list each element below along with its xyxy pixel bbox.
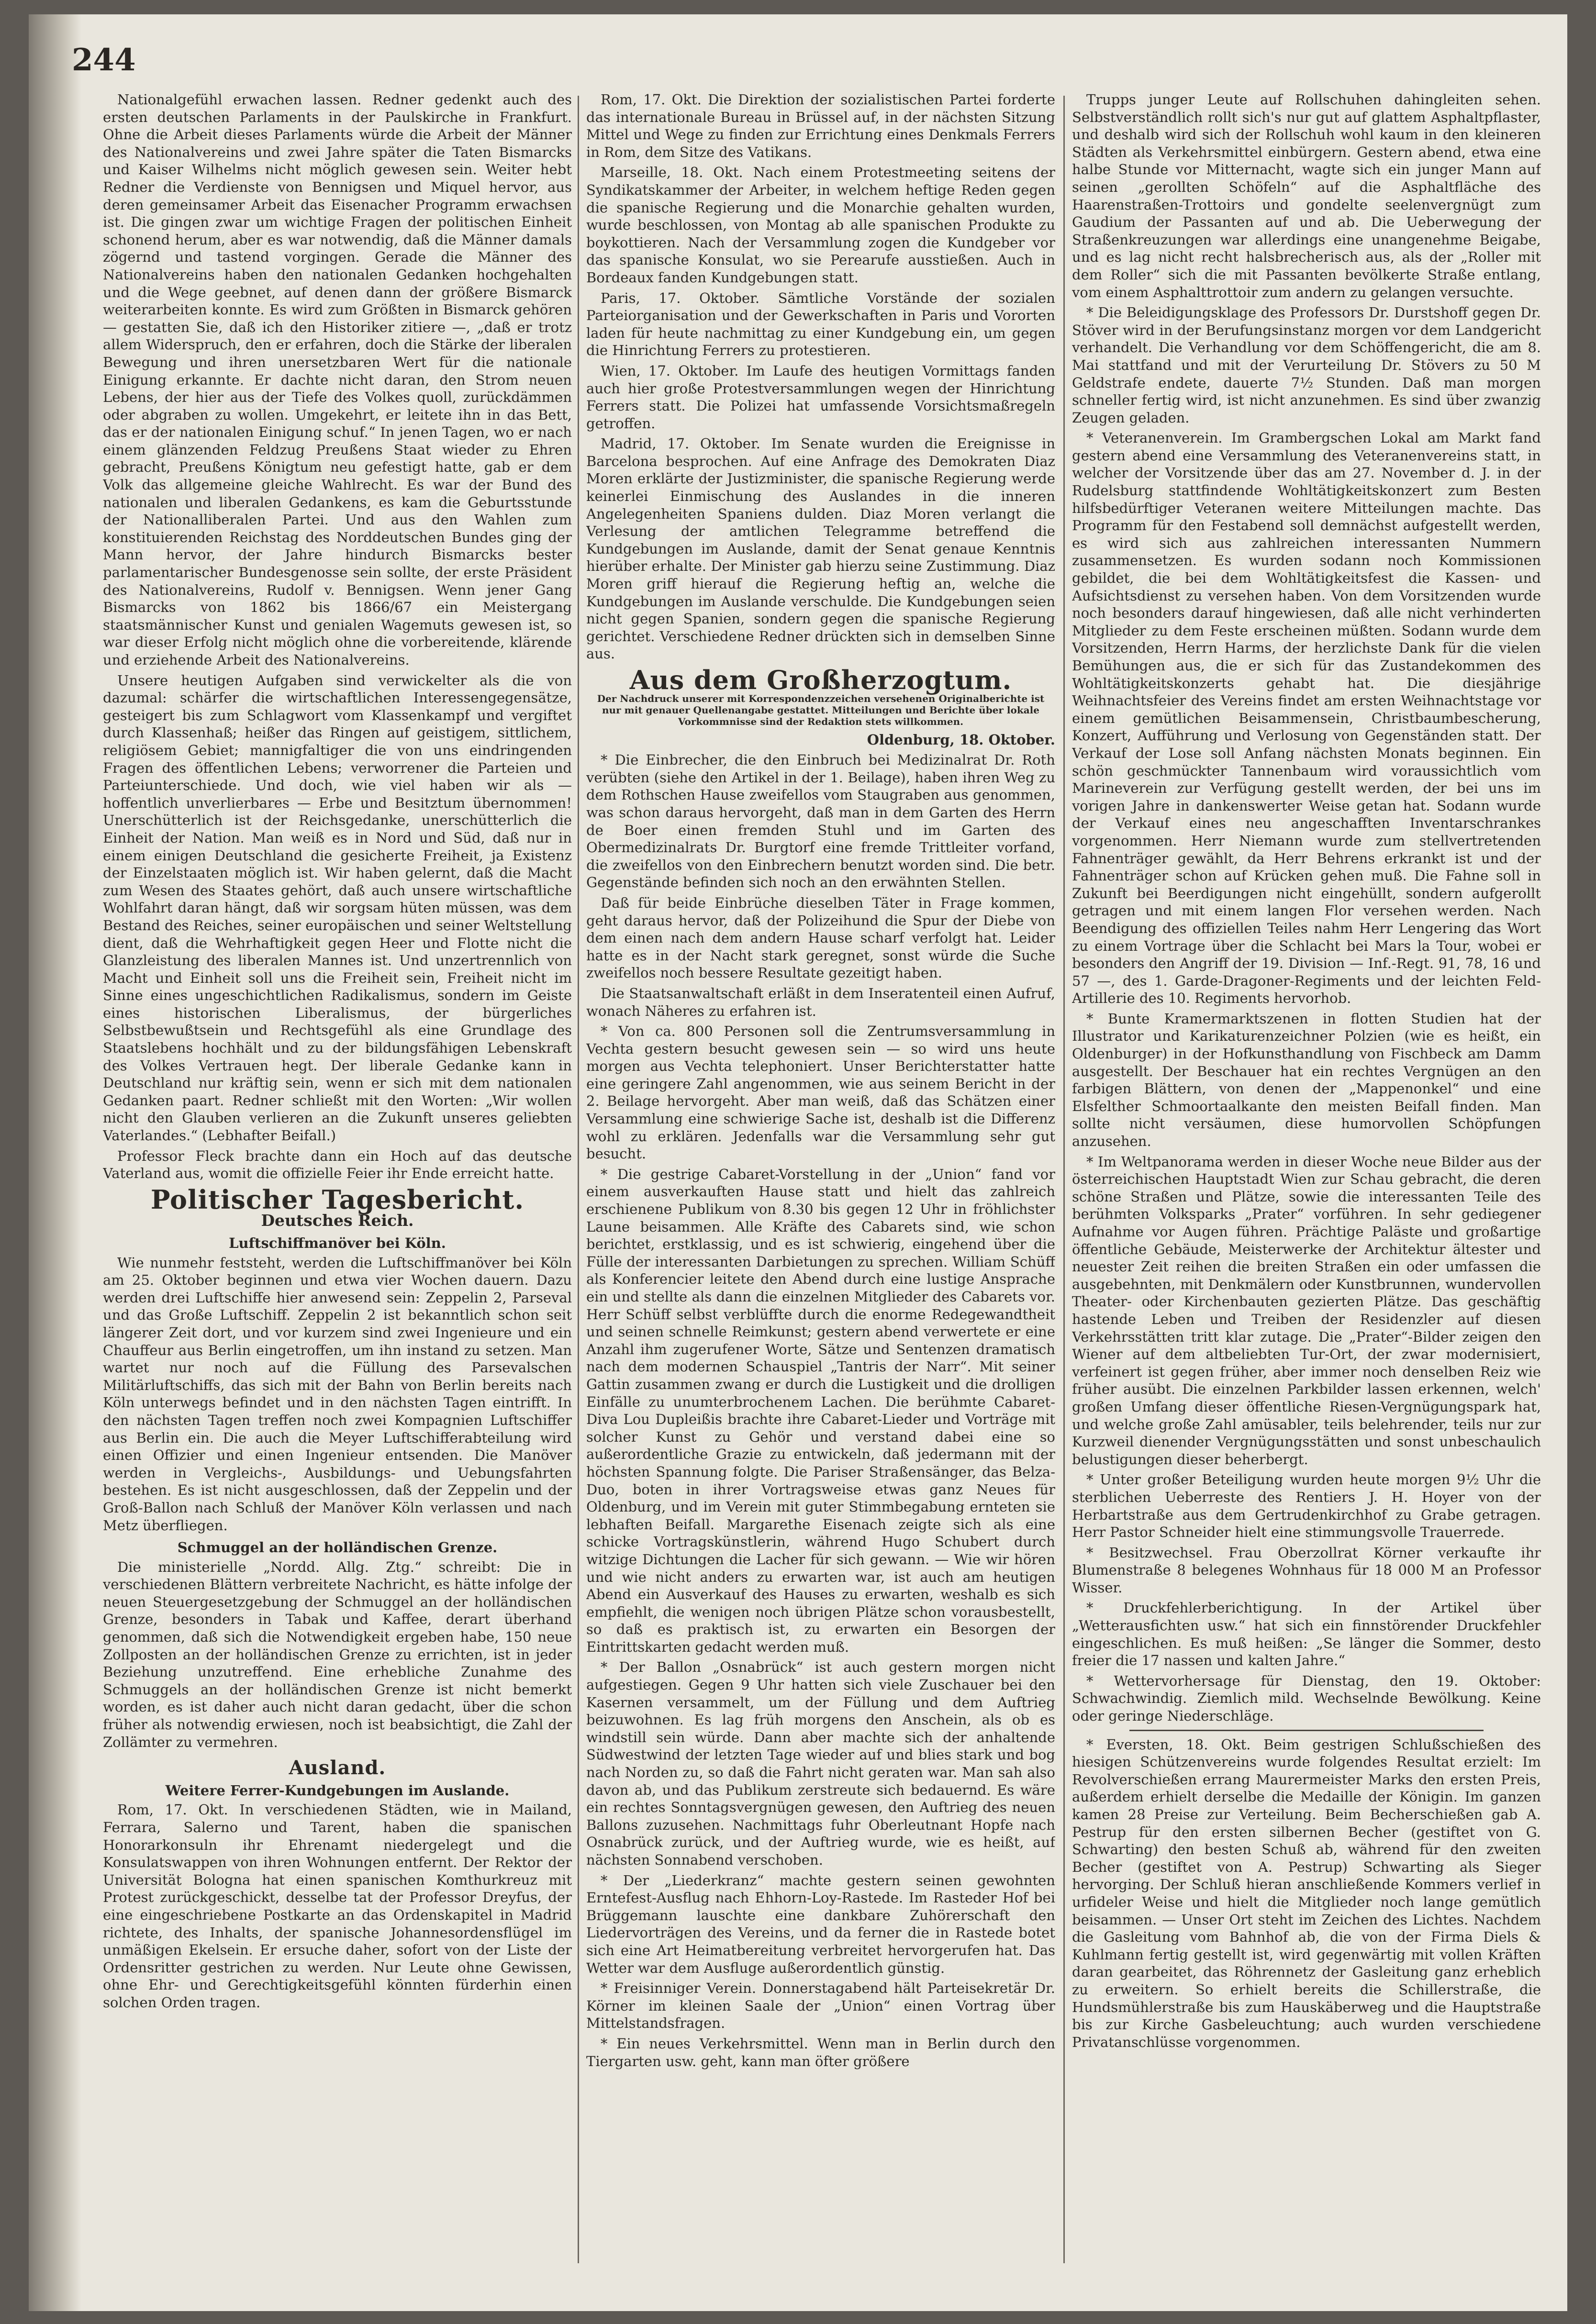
column-2 (586, 91, 1055, 2268)
article-paragraph: * Eversten, 18. Okt. Beim gestrigen Schlußschießen des hiesigen Schützenvereins wurde folgendes Resultat erzielt: Im Revolverschießen errang Maurermeister Marks den ersten Preis, außerdem erhielt derselbe die Medaille der Königin. Im ganzen kamen 28 Preise zur Verteilung. Beim Becherschießen gab A. Pestrup für den ersten silbernen Becher (gestiftet von G. Schwarting) den besten Schuß ab, während für den zweiten Becher (gestiftet von A. Pestrup) Schwarting als Sieger hervorging. Der Schluß hieran anschließende Kommers verlief in urfideler Weise und hielt die Mitglieder noch lange gemütlich beisammen. — Unser Ort steht im Zeichen des Lichtes. Nachdem die Gasleitung vom Bahnhof ab, die von der Firma Diels & Kuhlmann fertig gestellt ist, wird gegenwärtig mit vollen Kräften daran gearbeitet, das Röhrennetz der Gasleitung ganz erheblich zu erweitern. So erhielt bereits die Schillerstraße, die Hundsmühlerstraße bis zum Hauskäberweg und die Hauptstraße bis zur Kirche Gasbeleuchtung; auch wurden verschiedene Privatanschlüsse vorgenommen. (1072, 1736, 1541, 2050)
article-paragraph: * Die Beleidigungsklage des Professors Dr. Durstshoff gegen Dr. Stöver wird in der Berufungsinstanz morgen vor dem Landgericht verhandelt. Die Verhandlung vor dem Schöffengericht, die am 8. Mai stattfand und mit der Verurteilung Dr. Stövers zu 50 M Geldstrafe endete, dauerte 7½ Stunden. Daß man morgen schneller fertig wird, ist nicht anzunehmen. Es sind über zwanzig Zeugen geladen. (1072, 304, 1541, 426)
article-paragraph: Trupps junger Leute auf Rollschuhen dahingleiten sehen. Selbstverständlich rollt sich's nur gut auf glattem Asphaltpflaster, und deshalb wird sich der Rollschuh wohl kaum in den kleineren Städten als Verkehrsmittel einbürgern. Gestern abend, etwa eine halbe Stunde vor Mitternacht, wagte sich ein junger Mann auf seinen „gerollten Schöfeln“ auf die Asphaltfläche des Haarenstraßen-Trottoirs und gondelte seelenvergnügt zum Gaudium der Passanten auf und ab. Die Ueberwegung der Straßenkreuzungen war allerdings eine unangenehme Beigabe, und es lag nicht recht halsbrecherisch aus, als der „Roller mit dem Roller“ sich die mit Passanten bevölkerte Straße entlang, vom einem Asphalttrottoir zum andern zu gelangen versuchte. (1072, 91, 1541, 300)
dateline: Oldenburg, 18. Oktober. (867, 731, 1055, 748)
article-paragraph: * Die Einbrecher, die den Einbruch bei Medizinalrat Dr. Roth verübten (siehe den Artikel in der 1. Beilage), haben ihren Weg zu dem Rothschen Hause zweifellos vom Staugraben aus genommen, was schon daraus hervorgeht, daß man in dem Garten des Herrn de Boer einen fremden Stuhl und im Garten des Obermedizinalrats Dr. Burgtorf eine fremde Trittleiter vorfand, die zweifellos von den Einbrechern benutzt worden sind. Die betr. Gegenstände befinden sich noch an den erwähnten Stellen. (586, 752, 1055, 891)
page-number: 244 (72, 42, 136, 78)
section-subtitle: Deutsches Reich. (261, 1211, 414, 1230)
article-paragraph: Die ministerielle „Nordd. Allg. Ztg.“ schreibt: Die in verschiedenen Blättern verbreitete Nachricht, es hätte infolge der neuen Steuergesetzgebung der Schmuggel an der holländischen Grenze, besonders in Tabak und Kaffee, derart überhand genommen, daß sich die Notwendigkeit ergeben habe, 150 neue Zollposten an der holländischen Grenze zu errichten, ist in jeder Beziehung unzutreffend. Eine erhebliche Zunahme des Schmuggels an der holländischen Grenze ist nicht bemerkt worden, es ist daher auch nicht daran gedacht, über die schon früher als notwendig erwiesen, noch ist beabsichtigt, die Zahl der Zollämter zu vermehren. (103, 1558, 572, 1750)
article-paragraph: Unsere heutigen Aufgaben sind verwickelter als die von dazumal: schärfer die wirtschaftlichen Interessengegensätze, gesteigert bis zum Schlagwort vom Klassenkampf und vergiftet durch Klassenhaß; heißer das Ringen auf geistigem, sittlichem, religiösem Gebiet; mannigfaltiger die von uns eindringenden Fragen des öffentlichen Lebens; verworrener die Parteien und Parteiunterschiede. Und doch, wie viel haben wir als — hoffentlich unverlierbares — Erbe und Besitztum übernommen! Unerschütterlich ist der Reichsgedanke, unerschütterlich die Einheit der Nation. Man weiß es in Nord und Süd, daß nur in einem einigen Deutschland die gesicherte Freiheit, ja Existenz der Einzelstaaten möglich ist. Wir haben gelernt, daß die Macht zum Wesen des Staates gehört, daß auch unsere wirtschaftliche Wohlfahrt daran hängt, daß wir sorgsam hüten müssen, was dem Bestand des Reiches, seiner europäischen und seiner Weltstellung dient, daß die Wehrhaftigkeit gegen Heer und Flotte nicht die Glanzleistung des liberalen Mannes ist. Und unzertrennlich von Macht und Einheit soll uns die Freiheit sein, Freiheit nicht im Sinne eines ungeschichtlichen Radikalismus, sondern im Geiste eines historischen Liberalismus, der bürgerliches Selbstbewußtsein und Rechtsgefühl als eine Grundlage des Staatslebens hochhält und zu der bildungsfähigen Lebenskraft des Volkes Vertrauen hegt. Der liberale Gedanke kann in Deutschland nur kräftig sein, wenn er sich mit dem nationalen Gedanken paart. Redner schließt mit den Worten: „Wir wollen nicht den Glauben verlieren an die Zukunft unseres geliebten Vaterlandes.“ (Lebhafter Beifall.) (103, 672, 572, 1144)
article-paragraph: * Der „Liederkranz“ machte gestern seinen gewohnten Erntefest-Ausflug nach Ehhorn-Loy-Rastede. Im Rasteder Hof bei Brüggemann lauschte eine dankbare Zuhörerschaft den Liedervorträgen des Vereins, und da ferner die in Rastede botet sich eine Art Heimatbereitung verbreitet hervorgerufen hat. Das Wetter war dem Ausfluge außerordentlich günstig. (586, 1872, 1055, 1976)
article-paragraph: Wien, 17. Oktober. Im Laufe des heutigen Vormittags fanden auch hier große Protestversammlungen wegen der Hinrichtung Ferrers statt. Die Polizei hat umfassende Vorsichtsmaßregeln getroffen. (586, 362, 1055, 432)
article-headline: Schmuggel an der holländischen Grenze. (177, 1539, 498, 1556)
reprint-notice: Der Nachdruck unserer mit Korrespondenzzeichen versehenen Originalberichte ist nur mit genauer Quellenangabe gestattet. Mitteilungen und Berichte über lokale Vorkommnisse sind der Redaktion stets willkommen. (597, 692, 1045, 727)
article-paragraph: * Ein neues Verkehrsmittel. Wenn man in Berlin durch den Tiergarten usw. geht, kann man öfter größere (586, 2035, 1055, 2069)
article-paragraph: * Die gestrige Cabaret-Vorstellung in der „Union“ fand vor einem ausverkauften Hause statt und hielt das zahlreich erschienene Publikum von 8.30 bis gegen 12 Uhr in fröhlichster Laune beisammen. Alle Kräfte des Cabarets sind, wie schon berichtet, erstklassig, und es ist schwierig, eingehend über die Fülle der interessanten Darbietungen zu sprechen. William Schüff als Konferencier leitete den Abend durch eine lustige Ansprache ein und stellte als dann die einzelnen Mitglieder des Cabarets vor. Herr Schüff selbst verblüffte durch die enorme Redegewandtheit und seinen schnelle Reimkunst; gestern abend verwertete er eine Anzahl ihm zugerufener Worte, Sätze und Sentenzen dramatisch nach dem modernen Schauspiel „Tantris der Narr“. Mit seiner Gattin zusammen zwang er durch die Lustigkeit und die drolligen Einfälle zu unumterbrochenem Lachen. Die berühmte Cabaret-Diva Lou Dupleißis brachte ihre Cabaret-Lieder und Vorträge mit solcher Kunst zu Gehör und verstand dabei eine so außerordentliche Grazie zu entwickeln, daß jedermann mit der höchsten Spannung folgte. Die Pariser Straßensänger, das Belza-Duo, boten in ihrer Vortragsweise etwas ganz Neues für Oldenburg, und im Verein mit guter Stimmbegabung ernteten sie lebhaften Beifall. Margarethe Eisenach zeigte sich als eine schicke Vortragskünstlerin, während Hugo Schubert durch witzige Dichtungen die Lacher für sich gewann. — Wie wir hören und wie nicht anders zu erwarten war, ist auch am heutigen Abend ein Ausverkauf des Hauses zu erwarten, weshalb es sich empfiehlt, die wenigen noch übrigen Plätze schon vorausbestellt, so daß es praktisch ist, zu erwarten ein Besorgen der Eintrittskarten gedacht werden muß. (586, 1166, 1055, 1655)
article-paragraph: * Bunte Kramermarktszenen in flotten Studien hat der Illustrator und Karikaturenzeichner Polzien (wie es heißt, ein Oldenburger) in der Hofkunsthandlung von Fischbeck am Damm ausgestellt. Der Beschauer hat ein rechtes Vergnügen an den farbigen Blättern, von denen der „Mappenonkel“ und eine Elsfelther Schmoortaalkante den meisten Beifall finden. Man sollte nicht versäumen, diese humorvollen Schöpfungen anzusehen. (1072, 1010, 1541, 1150)
article-paragraph: Professor Fleck brachte dann ein Hoch auf das deutsche Vaterland aus, womit die offizielle Feier ihr Ende erreicht hatte. (103, 1147, 572, 1182)
column-3 (1072, 91, 1541, 2268)
page-binding-edge (29, 14, 81, 2311)
article-headline: Luftschiffmanöver bei Köln. (229, 1235, 446, 1251)
article-paragraph: * Druckfehlerberichtigung. In der Artikel über „Wetterausfichten usw.“ hat sich ein finnstörender Druckfehler eingeschlichen. Es muß heißen: „Se länger die Sommer, desto freier die 17 nassen und kalten Jahre.“ (1072, 1600, 1541, 1669)
article-paragraph: Die Staatsanwaltschaft erläßt in dem Inseratenteil einen Aufruf, wonach Näheres zu erfahren ist. (586, 985, 1055, 1019)
section-title: Aus dem Großherzogtum. (629, 665, 1012, 695)
article-paragraph: Rom, 17. Okt. In verschiedenen Städten, wie in Mailand, Ferrara, Salerno und Tarent, haben die spanischen Honorarkonsuln ihr Ehrenamt niedergelegt und die Konsulatswappen von ihren Wohnungen entfernt. Der Rektor der Universität Bologna hat einen spanischen Komthurkreuz mit Protest zurückgeschickt, desselbe tat der Professor Dreyfus, der eine eingeschriebene Postkarte an das Ordenskapitel in Madrid richtete, des Inhalts, der spanische Johannesordensflügel im unmäßigen Ekelsein. Er ersuche daher, sofort von der Liste der Ordensritter gestrichen zu werden. Nur Leute ohne Gewissen, ohne Ehr- und Gerechtigkeitsgefühl könnten fürderhin einen solchen Orden tragen. (103, 1801, 572, 2011)
column-rule (1063, 96, 1065, 2263)
article-paragraph: * Freisinniger Verein. Donnerstagabend hält Parteisekretär Dr. Körner im kleinen Saale der „Union“ einen Vortrag über Mittelstandsfragen. (586, 1980, 1055, 2032)
article-paragraph: * Besitzwechsel. Frau Oberzollrat Körner verkaufte ihr Blumenstraße 8 belegenes Wohnhaus für 18 000 M an Professor Wisser. (1072, 1544, 1541, 1596)
article-paragraph: Rom, 17. Okt. Die Direktion der sozialistischen Partei forderte das internationale Bureau in Brüssel auf, in der nächsten Sitzung Mittel und Wege zu finden zur Errichtung eines Denkmals Ferrers in Rom, dem Sitze des Vatikans. (586, 91, 1055, 160)
article-paragraph: Marseille, 18. Okt. Nach einem Protestmeeting seitens der Syndikatskammer der Arbeiter, in welchem heftige Reden gegen die spanische Regierung und die Monarchie gehalten wurden, wurde beschlossen, von Montag ab alle spanischen Produkte zu boykottieren. Nach der Versammlung zogen die Kundgeber vor das spanische Konsulat, wo sie Perearufe ausstießen. Auch in Bordeaux fanden Kundgebungen statt. (586, 164, 1055, 286)
article-paragraph: * Wettervorhersage für Dienstag, den 19. Oktober: Schwachwindig. Ziemlich mild. Wechselnde Bewölkung. Keine oder geringe Niederschläge. (1072, 1672, 1541, 1724)
article-paragraph: * Von ca. 800 Personen soll die Zentrumsversammlung in Vechta gestern besucht gewesen sein — so wird uns heute morgen aus Vechta telephoniert. Unser Berichterstatter hatte eine geringere Zahl angenommen, wie aus seinem Bericht in der 2. Beilage hervorgeht. Aber man weiß, daß das Schätzen einer Versammlung eine schwierige Sache ist, deshalb ist die Differenz wohl zu erklären. Jedenfalls war die Versammlung sehr gut besucht. (586, 1023, 1055, 1162)
separator-line (1129, 1730, 1484, 1731)
column-1 (103, 91, 572, 2268)
article-paragraph: * Der Ballon „Osnabrück“ ist auch gestern morgen nicht aufgestiegen. Gegen 9 Uhr hatten sich viele Zuschauer bei den Kasernen versammelt, um der Füllung und dem Auftrieg beizuwohnen. Es lag früh morgens den Anschein, als ob es windstill sein würde. Dann aber machte sich der anhaltende Südwestwind der letzten Tage wieder auf und blies stark und bog nach Norden zu, so daß die Fahrt nicht geraten war. Man sah also davon ab, und das Publikum zerstreute sich bedauernd. Es wäre ein rechtes Sonntagsvergnügen gewesen, den Auftrieg des neuen Ballons zuzusehen. Nachmittags fuhr Oberleutnant Hopfe nach Osnabrück zurück, und der Auftrieg wurde, wie es heißt, auf nächsten Sonnabend verschoben. (586, 1659, 1055, 1868)
article-paragraph: * Im Weltpanorama werden in dieser Woche neue Bilder aus der österreichischen Hauptstadt Wien zur Schau gebracht, die deren schöne Straßen und Plätze, sowie die interessanten Teile des berühmten Volksparks „Prater“ vorführen. In sehr gediegener Aufnahme vor Augen führen. Prächtige Paläste und großartige öffentliche Gebäude, Meisterwerke der Architektur ältester und neuester Zeit reihen die breiten Straßen ein oder umfassen die ausgebehnten, mit Denkmälern oder Kunstbrunnen, wundervollen Theater- oder Kirchenbauten gezierten Plätze. Das geschäftig hastende Leben und Treiben der Residenzler auf diesen Verkehrsstätten tritt klar zutage. Die „Prater“-Bilder zeigen den Wiener auf dem altbeliebten Tur-Ort, der zwar modernisiert, verfeinert ist gegen früher, aber immer noch denselben Reiz wie früher ausübt. Die einzelnen Parkbilder lassen erkennen, welch' großen Umfang dieser öffentliche Riesen-Vergnügungspark hat, und welche große Zahl amüsabler, teils belehrender, teils nur zur Kurzweil dienender Vergnügungsstätten und sonst unbeschaulich belustigungen dieser beherbergt. (1072, 1153, 1541, 1468)
article-paragraph: Daß für beide Einbrüche dieselben Täter in Frage kommen, geht daraus hervor, daß der Polizeihund die Spur der Diebe von dem einen nach dem andern Hause scharf verfolgt hat. Leider hatte es in der Nacht stark geregnet, sonst würde die Suche zweifellos noch bessere Resultate gezeitigt haben. (586, 894, 1055, 981)
article-paragraph: * Unter großer Beteiligung wurden heute morgen 9½ Uhr die sterblichen Ueberreste des Rentiers J. H. Hoyer von der Herbartstraße aus dem Gertrudenkirchhof zu Grabe getragen. Herr Pastor Schneider hielt eine stimmungsvolle Trauerrede. (1072, 1471, 1541, 1541)
section-title: Politischer Tagesbericht. (150, 1184, 525, 1215)
article-paragraph: Paris, 17. Oktober. Sämtliche Vorstände der sozialen Parteiorganisation und der Gewerkschaften in Paris und Vororten laden für heute nachmittag zu einer Kundgebung ein, um gegen die Hinrichtung Ferrers zu protestieren. (586, 289, 1055, 359)
article-paragraph: * Veteranenverein. Im Grambergschen Lokal am Markt fand gestern abend eine Versammlung des Veteranenvereins statt, in welcher der Vorsitzende über das am 27. November d. J. in der Rudelsburg stattfindende Wohltätigkeitskonzert zum Besten hilfsbedürftiger Veteranen weitere Mitteilungen machte. Das Programm für den Festabend soll demnächst aufgestellt werden, es wird sich aus zahlreichen interessanten Nummern zusammensetzen. Es wurden sodann noch Kommissionen gebildet, die bei dem Wohltätigkeitsfest die Kassen- und Aufsichtsdienst zu versehen haben. Von dem Vorsitzenden wurde noch besonders darauf hingewiesen, daß alle nicht verhinderten Mitglieder zu dem Feste erscheinen müßten. Sodann wurde dem Vorsitzenden, Herrn Harms, der herzlichste Dank für die vielen Bemühungen aus, die er sich für das Zustandekommen des Wohltätigkeitskonzerts gehabt hat. Die diesjährige Weihnachtsfeier des Vereins findet am ersten Weihnachtstage vor einem gemütlichen Beisammensein, Christbaumbescherung, Konzert, Aufführung und Verlosung von Gegenständen statt. Der Verkauf der Lose soll Anfang nächsten Monats beginnen. Ein schön geschmückter Tannenbaum wird voraussichtlich vom Marineverein zur Verfügung gestellt werden, der bei uns im vorigen Jahre in dankenswerter Weise getan hat. Sodann wurde der Verkauf eines neu angeschafften Inventarschrankes vorgenommen. Herr Niemann wurde zum stellvertretenden Fahnenträger gewählt, da Herr Behrens erkrankt ist und der Fahnenträger schon auf Krücken gehen muß. Die Fahne soll in Zukunft bei Beerdigungen nicht eingehüllt, sondern aufgerollt getragen und mit einem langen Flor versehen werden. Nach Beendigung des offiziellen Teiles nahm Herr Lengering das Wort zu einem Vortrage über die Schlacht bei Mars la Tour, wobei er besonders den Angriff der 19. Division — Inf.-Regt. 91, 78, 16 und 57 —, des 1. Garde-Dragoner-Regiments und der leichten Feld-Artillerie des 10. Regiments hervorhob. (1072, 430, 1541, 1007)
article-headline: Weitere Ferrer-Kundgebungen im Auslande. (165, 1782, 510, 1799)
article-paragraph: Wie nunmehr feststeht, werden die Luftschiffmanöver bei Köln am 25. Oktober beginnen und etwa vier Wochen dauern. Dazu werden drei Luftschiffe hier anwesend sein: Zeppelin 2, Parseval und das Große Luftschiff. Zeppelin 2 ist bekanntlich schon seit längerer Zeit dort, und vor kurzem sind zwei Ingenieure und ein Chauffeur aus Berlin eingetroffen, um ihn instand zu setzen. Man wartet nur noch auf die Füllung des Parsevalschen Militärluftschiffs, das sich mit der Bahn von Berlin bereits nach Köln unterwegs befindet und in den nächsten Tagen eintrifft. In den nächsten Tagen treffen noch zwei Kompagnien Luftschiffer aus Berlin ein. Die auch die Meyer Luftschifferabteilung wird einen Offizier und einen Ingenieur entsenden. Die Manöver werden in Vergleichs-, Ausbildungs- und Uebungsfahrten bestehen. Es ist nicht ausgeschlossen, daß der Zeppelin und der Groß-Ballon nach Schluß der Manöver Köln verlassen und nach Metz überfliegen. (103, 1254, 572, 1534)
column-rule (578, 96, 579, 2263)
section-title: Ausland. (289, 1757, 386, 1779)
article-paragraph: Madrid, 17. Oktober. Im Senate wurden die Ereignisse in Barcelona besprochen. Auf eine Anfrage des Demokraten Diaz Moren erklärte der Justizminister, die spanische Regierung werde keinerlei Einmischung des Auslandes in die inneren Angelegenheiten Spaniens dulden. Diaz Moren verlangt die Verlesung der amtlichen Telegramme betreffend die Kundgebungen im Auslande, damit der Senat genaue Kenntnis hierüber erhalte. Der Minister gab hierzu seine Zustimmung. Diaz Moren griff hierauf die Regierung heftig an, welche die Kundgebungen im Auslande verschulde. Die Kundgebungen seien nicht gegen Spanien, sondern gegen die spanische Regierung gerichtet. Verschiedene Redner drückten sich in demselben Sinne aus. (586, 435, 1055, 662)
article-paragraph: Nationalgefühl erwachen lassen. Redner gedenkt auch des ersten deutschen Parlaments in der Paulskirche in Frankfurt. Ohne die Arbeit dieses Parlaments würde die Arbeit der Männer des Nationalvereins und zwei Jahre später die Taten Bismarcks und Kaiser Wilhelms nicht möglich gewesen sein. Weiter hebt Redner die Verdienste von Bennigsen und Miquel hervor, aus deren gemeinsamer Arbeit das Eisenacher Programm erwachsen ist. Die gingen zwar um wichtige Fragen der politischen Einheit schonend herum, aber es war notwendig, daß die Männer damals zögernd und tastend vorgingen. Gerade die Männer des Nationalvereins haben den nationalen Gedanken hochgehalten und die Wege geebnet, auf denen dann der größere Bismarck weiterarbeiten konnte. Es wird zum Größten in Bismarck gehören — gestatten Sie, daß ich den Historiker zitiere —, „daß er trotz allem Widerspruch, den er erfahren, doch die Stärke der liberalen Bewegung und ihren unersetzbaren Wert für die nationale Einigung erkannte. Er dachte nicht daran, den Strom neuen Lebens, der hier aus der Tiefe des Volkes quoll, zurückdämmen oder abgraben zu wollen. Umgekehrt, er leitete ihn in das Bett, das er der nationalen Einigung schuf.“ In jenen Tagen, wo er nach einem glänzenden Feldzug Preußens Staat wieder zu Ehren gebracht, Preußens Königtum neu gefestigt hatte, gab er dem Volk das allgemeine gleiche Wahlrecht. Es war der Bund des nationalen und liberalen Gedankens, es kam die Geburtsstunde der Nationalliberalen Partei. Und aus den Wahlen zum konstituierenden Reichstag des Norddeutschen Bundes ging der Mann hervor, der Jahre hindurch Bismarcks bester parlamentarischer Bundesgenosse sein sollte, der erste Präsident des Nationalvereins, Rudolf v. Bennigsen. Wenn jener Gang Bismarcks von 1862 bis 1866/67 ein Meistergang staatsmännischer Kunst und genialen Wagemuts gewesen ist, so war dieser Erfolg nicht möglich ohne die vorbereitende, klärende und erziehende Arbeit des Nationalvereins. (103, 91, 572, 668)
